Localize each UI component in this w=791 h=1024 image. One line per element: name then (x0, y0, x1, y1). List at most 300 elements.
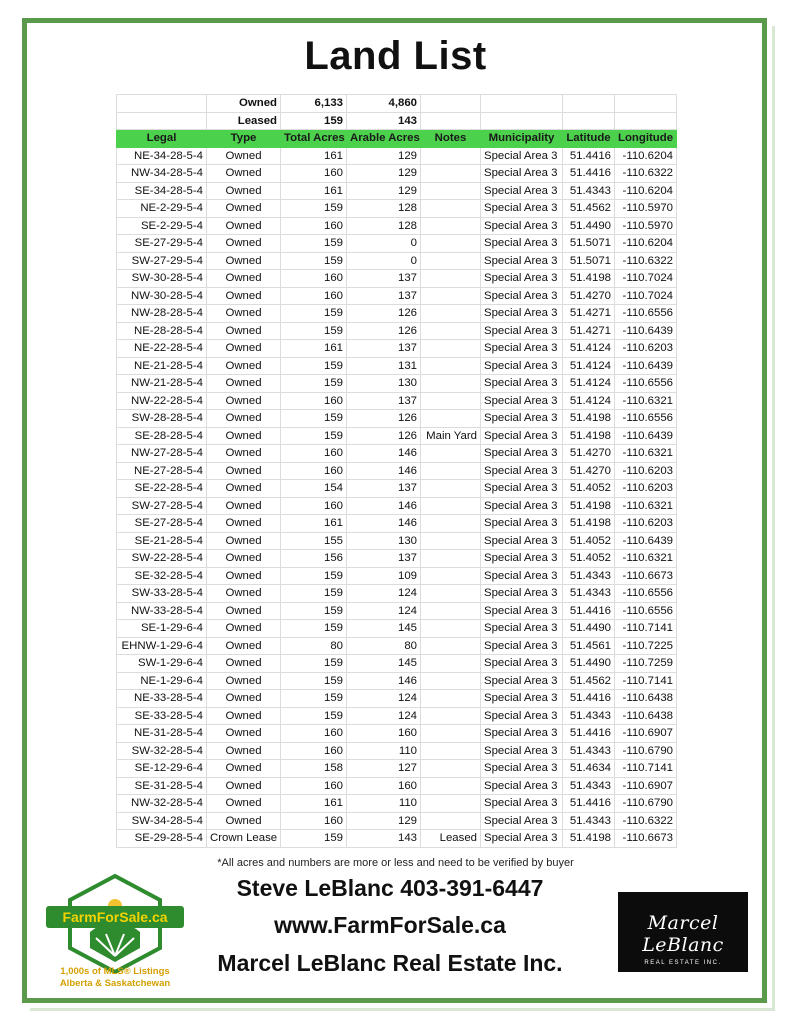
cell-municipality: Special Area 3 (481, 655, 563, 673)
cell-notes (421, 550, 481, 568)
cell-total-acres: 159 (281, 602, 347, 620)
cell-municipality: Special Area 3 (481, 147, 563, 165)
column-header-legal: Legal (117, 130, 207, 148)
cell-legal: NE-27-28-5-4 (117, 462, 207, 480)
brand-text: FarmForSale.ca (62, 909, 168, 925)
summary-total: 159 (281, 112, 347, 130)
cell-type: Owned (207, 200, 281, 218)
cell-type: Owned (207, 445, 281, 463)
cell-notes (421, 392, 481, 410)
cell-longitude: -110.6203 (615, 340, 677, 358)
cell-latitude: 51.4270 (563, 445, 615, 463)
logo-signature: Marcel LeBlanc (642, 912, 724, 956)
cell-municipality: Special Area 3 (481, 287, 563, 305)
cell-legal: SE-1-29-6-4 (117, 620, 207, 638)
marcel-leblanc-logo (618, 892, 748, 972)
cell-latitude: 51.4343 (563, 777, 615, 795)
cell-longitude: -110.7024 (615, 270, 677, 288)
cell-municipality: Special Area 3 (481, 812, 563, 830)
cell-legal: NE-34-28-5-4 (117, 147, 207, 165)
cell-total-acres: 154 (281, 480, 347, 498)
cell-arable-acres: 145 (347, 655, 421, 673)
cell-type: Owned (207, 585, 281, 603)
cell-arable-acres: 130 (347, 532, 421, 550)
cell-municipality: Special Area 3 (481, 620, 563, 638)
cell-legal: SE-32-28-5-4 (117, 567, 207, 585)
cell-municipality: Special Area 3 (481, 550, 563, 568)
table-row (117, 515, 677, 533)
cell-municipality: Special Area 3 (481, 252, 563, 270)
cell-type: Owned (207, 480, 281, 498)
cell-legal: SE-28-28-5-4 (117, 427, 207, 445)
cell-latitude: 51.4052 (563, 550, 615, 568)
cell-municipality: Special Area 3 (481, 235, 563, 253)
cell-notes (421, 480, 481, 498)
cell-arable-acres: 126 (347, 322, 421, 340)
cell-total-acres: 160 (281, 270, 347, 288)
cell-arable-acres: 80 (347, 637, 421, 655)
cell-arable-acres: 145 (347, 620, 421, 638)
cell-municipality: Special Area 3 (481, 427, 563, 445)
cell-legal: SW-27-29-5-4 (117, 252, 207, 270)
cell-total-acres: 155 (281, 532, 347, 550)
cell-municipality: Special Area 3 (481, 742, 563, 760)
cell-legal: NW-30-28-5-4 (117, 287, 207, 305)
cell-total-acres: 159 (281, 567, 347, 585)
cell-arable-acres: 137 (347, 480, 421, 498)
cell-total-acres: 161 (281, 515, 347, 533)
cell-type: Owned (207, 235, 281, 253)
cell-longitude: -110.7141 (615, 620, 677, 638)
cell-arable-acres: 146 (347, 497, 421, 515)
cell-longitude: -110.7225 (615, 637, 677, 655)
cell-notes (421, 655, 481, 673)
cell-type: Owned (207, 567, 281, 585)
cell-longitude: -110.6322 (615, 165, 677, 183)
cell-legal: SW-22-28-5-4 (117, 550, 207, 568)
table-row (117, 462, 677, 480)
cell-latitude: 51.4490 (563, 655, 615, 673)
cell-total-acres: 160 (281, 462, 347, 480)
cell-longitude: -110.6556 (615, 410, 677, 428)
summary-row-owned (117, 95, 677, 113)
cell-latitude: 51.4416 (563, 725, 615, 743)
cell-total-acres: 159 (281, 200, 347, 218)
cell-total-acres: 159 (281, 620, 347, 638)
cell-arable-acres: 160 (347, 777, 421, 795)
cell-arable-acres: 109 (347, 567, 421, 585)
cell-legal: SW-30-28-5-4 (117, 270, 207, 288)
cell-municipality: Special Area 3 (481, 830, 563, 848)
table-row (117, 410, 677, 428)
cell-total-acres: 159 (281, 830, 347, 848)
contact-website[interactable]: www.FarmForSale.ca (274, 912, 506, 938)
cell-type: Owned (207, 637, 281, 655)
cell-type: Owned (207, 165, 281, 183)
cell-latitude: 51.4271 (563, 322, 615, 340)
cell-total-acres: 161 (281, 182, 347, 200)
cell-longitude: -110.6203 (615, 480, 677, 498)
page-frame-top (22, 18, 767, 23)
column-header-arable-acres: Arable Acres (347, 130, 421, 148)
cell-municipality: Special Area 3 (481, 602, 563, 620)
cell-longitude: -110.5970 (615, 217, 677, 235)
cell-notes (421, 690, 481, 708)
cell-type: Owned (207, 217, 281, 235)
cell-type: Owned (207, 620, 281, 638)
cell-legal: SE-34-28-5-4 (117, 182, 207, 200)
cell-longitude: -110.6321 (615, 392, 677, 410)
cell-longitude: -110.6556 (615, 585, 677, 603)
cell-municipality: Special Area 3 (481, 165, 563, 183)
cell-latitude: 51.4343 (563, 742, 615, 760)
cell-notes (421, 357, 481, 375)
table-row (117, 602, 677, 620)
cell-arable-acres: 127 (347, 760, 421, 778)
table-row (117, 217, 677, 235)
cell-arable-acres: 129 (347, 165, 421, 183)
cell-longitude: -110.6438 (615, 707, 677, 725)
table-row (117, 480, 677, 498)
summary-label: Owned (207, 95, 281, 113)
cell-legal: NE-31-28-5-4 (117, 725, 207, 743)
cell-notes (421, 147, 481, 165)
cell-total-acres: 160 (281, 725, 347, 743)
cell-municipality: Special Area 3 (481, 760, 563, 778)
table-row (117, 497, 677, 515)
cell-latitude: 51.4124 (563, 340, 615, 358)
cell-notes (421, 165, 481, 183)
column-header-notes: Notes (421, 130, 481, 148)
cell-legal: SW-1-29-6-4 (117, 655, 207, 673)
table-row (117, 777, 677, 795)
cell-arable-acres: 137 (347, 270, 421, 288)
cell-notes (421, 462, 481, 480)
cell-longitude: -110.6790 (615, 742, 677, 760)
summary-arable: 4,860 (347, 95, 421, 113)
table-row (117, 147, 677, 165)
page-title: Land List (304, 34, 487, 78)
cell-notes (421, 515, 481, 533)
cell-arable-acres: 129 (347, 182, 421, 200)
cell-legal: SE-27-28-5-4 (117, 515, 207, 533)
farmforsale-logo (40, 872, 190, 990)
cell-municipality: Special Area 3 (481, 340, 563, 358)
cell-latitude: 51.4271 (563, 305, 615, 323)
table-row (117, 427, 677, 445)
cell-notes (421, 270, 481, 288)
cell-total-acres: 159 (281, 375, 347, 393)
cell-total-acres: 160 (281, 217, 347, 235)
cell-longitude: -110.6673 (615, 830, 677, 848)
cell-arable-acres: 137 (347, 392, 421, 410)
cell-legal: NE-33-28-5-4 (117, 690, 207, 708)
cell-arable-acres: 128 (347, 200, 421, 218)
table-row (117, 252, 677, 270)
cell-arable-acres: 126 (347, 305, 421, 323)
cell-total-acres: 161 (281, 795, 347, 813)
cell-notes (421, 742, 481, 760)
table-row (117, 690, 677, 708)
cell-type: Owned (207, 340, 281, 358)
table-row (117, 620, 677, 638)
cell-arable-acres: 0 (347, 252, 421, 270)
table-row (117, 340, 677, 358)
cell-type: Owned (207, 725, 281, 743)
cell-longitude: -110.6204 (615, 147, 677, 165)
cell-total-acres: 160 (281, 742, 347, 760)
cell-notes (421, 532, 481, 550)
table-row (117, 392, 677, 410)
cell-notes (421, 602, 481, 620)
cell-latitude: 51.4343 (563, 567, 615, 585)
cell-type: Owned (207, 777, 281, 795)
cell-arable-acres: 130 (347, 375, 421, 393)
table-row (117, 165, 677, 183)
cell-latitude: 51.4198 (563, 410, 615, 428)
cell-type: Owned (207, 742, 281, 760)
table-row (117, 760, 677, 778)
cell-type: Owned (207, 655, 281, 673)
cell-latitude: 51.4562 (563, 200, 615, 218)
cell-type: Crown Lease (207, 830, 281, 848)
cell-total-acres: 159 (281, 235, 347, 253)
logo-subtitle: REAL ESTATE INC. (644, 960, 722, 966)
cell-notes (421, 620, 481, 638)
table-row (117, 305, 677, 323)
cell-legal: SE-31-28-5-4 (117, 777, 207, 795)
cell-latitude: 51.4198 (563, 497, 615, 515)
cell-type: Owned (207, 497, 281, 515)
table-row (117, 322, 677, 340)
cell-latitude: 51.4270 (563, 462, 615, 480)
cell-municipality: Special Area 3 (481, 410, 563, 428)
table-row (117, 795, 677, 813)
cell-notes: Leased (421, 830, 481, 848)
cell-arable-acres: 146 (347, 445, 421, 463)
cell-total-acres: 159 (281, 252, 347, 270)
cell-legal: SE-2-29-5-4 (117, 217, 207, 235)
cell-type: Owned (207, 410, 281, 428)
table-row (117, 655, 677, 673)
cell-legal: NW-27-28-5-4 (117, 445, 207, 463)
cell-longitude: -110.6556 (615, 375, 677, 393)
summary-total: 6,133 (281, 95, 347, 113)
cell-arable-acres: 129 (347, 147, 421, 165)
cell-notes (421, 252, 481, 270)
cell-notes (421, 217, 481, 235)
cell-longitude: -110.6204 (615, 235, 677, 253)
cell-municipality: Special Area 3 (481, 690, 563, 708)
tagline-2: Alberta & Saskatchewan (59, 978, 171, 989)
cell-latitude: 51.4198 (563, 270, 615, 288)
table-row (117, 812, 677, 830)
cell-latitude: 51.4416 (563, 690, 615, 708)
cell-latitude: 51.4343 (563, 182, 615, 200)
cell-longitude: -110.6321 (615, 497, 677, 515)
cell-municipality: Special Area 3 (481, 462, 563, 480)
cell-latitude: 51.4561 (563, 637, 615, 655)
cell-legal: NW-28-28-5-4 (117, 305, 207, 323)
cell-longitude: -110.6907 (615, 777, 677, 795)
cell-total-acres: 159 (281, 690, 347, 708)
cell-longitude: -110.6322 (615, 812, 677, 830)
table-row (117, 182, 677, 200)
cell-type: Owned (207, 322, 281, 340)
cell-total-acres: 159 (281, 427, 347, 445)
cell-notes (421, 445, 481, 463)
cell-municipality: Special Area 3 (481, 217, 563, 235)
cell-total-acres: 80 (281, 637, 347, 655)
cell-arable-acres: 146 (347, 515, 421, 533)
cell-notes (421, 182, 481, 200)
cell-latitude: 51.4124 (563, 375, 615, 393)
cell-type: Owned (207, 357, 281, 375)
cell-latitude: 51.4343 (563, 812, 615, 830)
cell-total-acres: 159 (281, 707, 347, 725)
cell-total-acres: 159 (281, 357, 347, 375)
farm-field-hexagon-icon (40, 872, 190, 990)
cell-municipality: Special Area 3 (481, 777, 563, 795)
cell-total-acres: 160 (281, 445, 347, 463)
cell-latitude: 51.5071 (563, 252, 615, 270)
cell-municipality: Special Area 3 (481, 707, 563, 725)
cell-legal: SW-34-28-5-4 (117, 812, 207, 830)
cell-longitude: -110.6673 (615, 567, 677, 585)
disclaimer-text: *All acres and numbers are more or less and need to be verified by buyer (217, 857, 574, 869)
cell-municipality: Special Area 3 (481, 375, 563, 393)
cell-legal: SE-21-28-5-4 (117, 532, 207, 550)
cell-arable-acres: 131 (347, 357, 421, 375)
cell-municipality: Special Area 3 (481, 567, 563, 585)
cell-latitude: 51.4416 (563, 147, 615, 165)
cell-latitude: 51.4416 (563, 165, 615, 183)
table-header-row (117, 130, 677, 148)
cell-type: Owned (207, 147, 281, 165)
cell-total-acres: 159 (281, 410, 347, 428)
cell-municipality: Special Area 3 (481, 445, 563, 463)
column-header-total-acres: Total Acres (281, 130, 347, 148)
cell-notes (421, 707, 481, 725)
table-row (117, 445, 677, 463)
cell-notes (421, 235, 481, 253)
cell-total-acres: 161 (281, 340, 347, 358)
cell-latitude: 51.4124 (563, 392, 615, 410)
cell-type: Owned (207, 515, 281, 533)
table-row (117, 270, 677, 288)
table-row (117, 707, 677, 725)
summary-label: Leased (207, 112, 281, 130)
cell-type: Owned (207, 690, 281, 708)
cell-type: Owned (207, 760, 281, 778)
cell-legal: NE-2-29-5-4 (117, 200, 207, 218)
cell-arable-acres: 146 (347, 462, 421, 480)
cell-type: Owned (207, 462, 281, 480)
cell-municipality: Special Area 3 (481, 637, 563, 655)
cell-municipality: Special Area 3 (481, 672, 563, 690)
cell-legal: NW-33-28-5-4 (117, 602, 207, 620)
table-row (117, 830, 677, 848)
cell-type: Owned (207, 602, 281, 620)
cell-longitude: -110.7141 (615, 672, 677, 690)
cell-latitude: 51.4343 (563, 707, 615, 725)
cell-longitude: -110.7024 (615, 287, 677, 305)
table-row (117, 532, 677, 550)
summary-row-leased (117, 112, 677, 130)
cell-longitude: -110.7259 (615, 655, 677, 673)
cell-type: Owned (207, 305, 281, 323)
cell-notes: Main Yard (421, 427, 481, 445)
cell-latitude: 51.4198 (563, 830, 615, 848)
cell-latitude: 51.4416 (563, 795, 615, 813)
cell-notes (421, 287, 481, 305)
cell-notes (421, 305, 481, 323)
cell-legal: SW-32-28-5-4 (117, 742, 207, 760)
cell-longitude: -110.6321 (615, 445, 677, 463)
cell-latitude: 51.4052 (563, 480, 615, 498)
cell-latitude: 51.4124 (563, 357, 615, 375)
cell-longitude: -110.6203 (615, 462, 677, 480)
column-header-longitude: Longitude (615, 130, 677, 148)
cell-arable-acres: 0 (347, 235, 421, 253)
cell-arable-acres: 124 (347, 585, 421, 603)
cell-type: Owned (207, 392, 281, 410)
cell-legal: SE-22-28-5-4 (117, 480, 207, 498)
cell-longitude: -110.7141 (615, 760, 677, 778)
cell-legal: SE-33-28-5-4 (117, 707, 207, 725)
tagline-1: 1,000s of MLS® Listings (60, 966, 170, 977)
cell-arable-acres: 124 (347, 602, 421, 620)
cell-municipality: Special Area 3 (481, 480, 563, 498)
cell-total-acres: 160 (281, 392, 347, 410)
cell-legal: NW-22-28-5-4 (117, 392, 207, 410)
column-header-latitude: Latitude (563, 130, 615, 148)
table-row (117, 550, 677, 568)
table-row (117, 375, 677, 393)
cell-arable-acres: 126 (347, 427, 421, 445)
cell-type: Owned (207, 532, 281, 550)
table-row (117, 725, 677, 743)
cell-latitude: 51.4634 (563, 760, 615, 778)
cell-total-acres: 160 (281, 812, 347, 830)
cell-municipality: Special Area 3 (481, 532, 563, 550)
table-row (117, 567, 677, 585)
cell-notes (421, 672, 481, 690)
cell-municipality: Special Area 3 (481, 182, 563, 200)
cell-legal: SE-29-28-5-4 (117, 830, 207, 848)
cell-longitude: -110.6439 (615, 322, 677, 340)
cell-legal: SW-27-28-5-4 (117, 497, 207, 515)
cell-total-acres: 160 (281, 287, 347, 305)
cell-total-acres: 160 (281, 777, 347, 795)
table-row (117, 287, 677, 305)
cell-latitude: 51.4198 (563, 515, 615, 533)
cell-type: Owned (207, 812, 281, 830)
cell-municipality: Special Area 3 (481, 725, 563, 743)
cell-notes (421, 812, 481, 830)
cell-legal: NE-1-29-6-4 (117, 672, 207, 690)
cell-total-acres: 159 (281, 655, 347, 673)
cell-longitude: -110.6907 (615, 725, 677, 743)
table-row (117, 672, 677, 690)
cell-municipality: Special Area 3 (481, 305, 563, 323)
cell-longitude: -110.6556 (615, 602, 677, 620)
cell-arable-acres: 137 (347, 340, 421, 358)
cell-longitude: -110.6322 (615, 252, 677, 270)
cell-notes (421, 567, 481, 585)
cell-type: Owned (207, 287, 281, 305)
cell-municipality: Special Area 3 (481, 322, 563, 340)
